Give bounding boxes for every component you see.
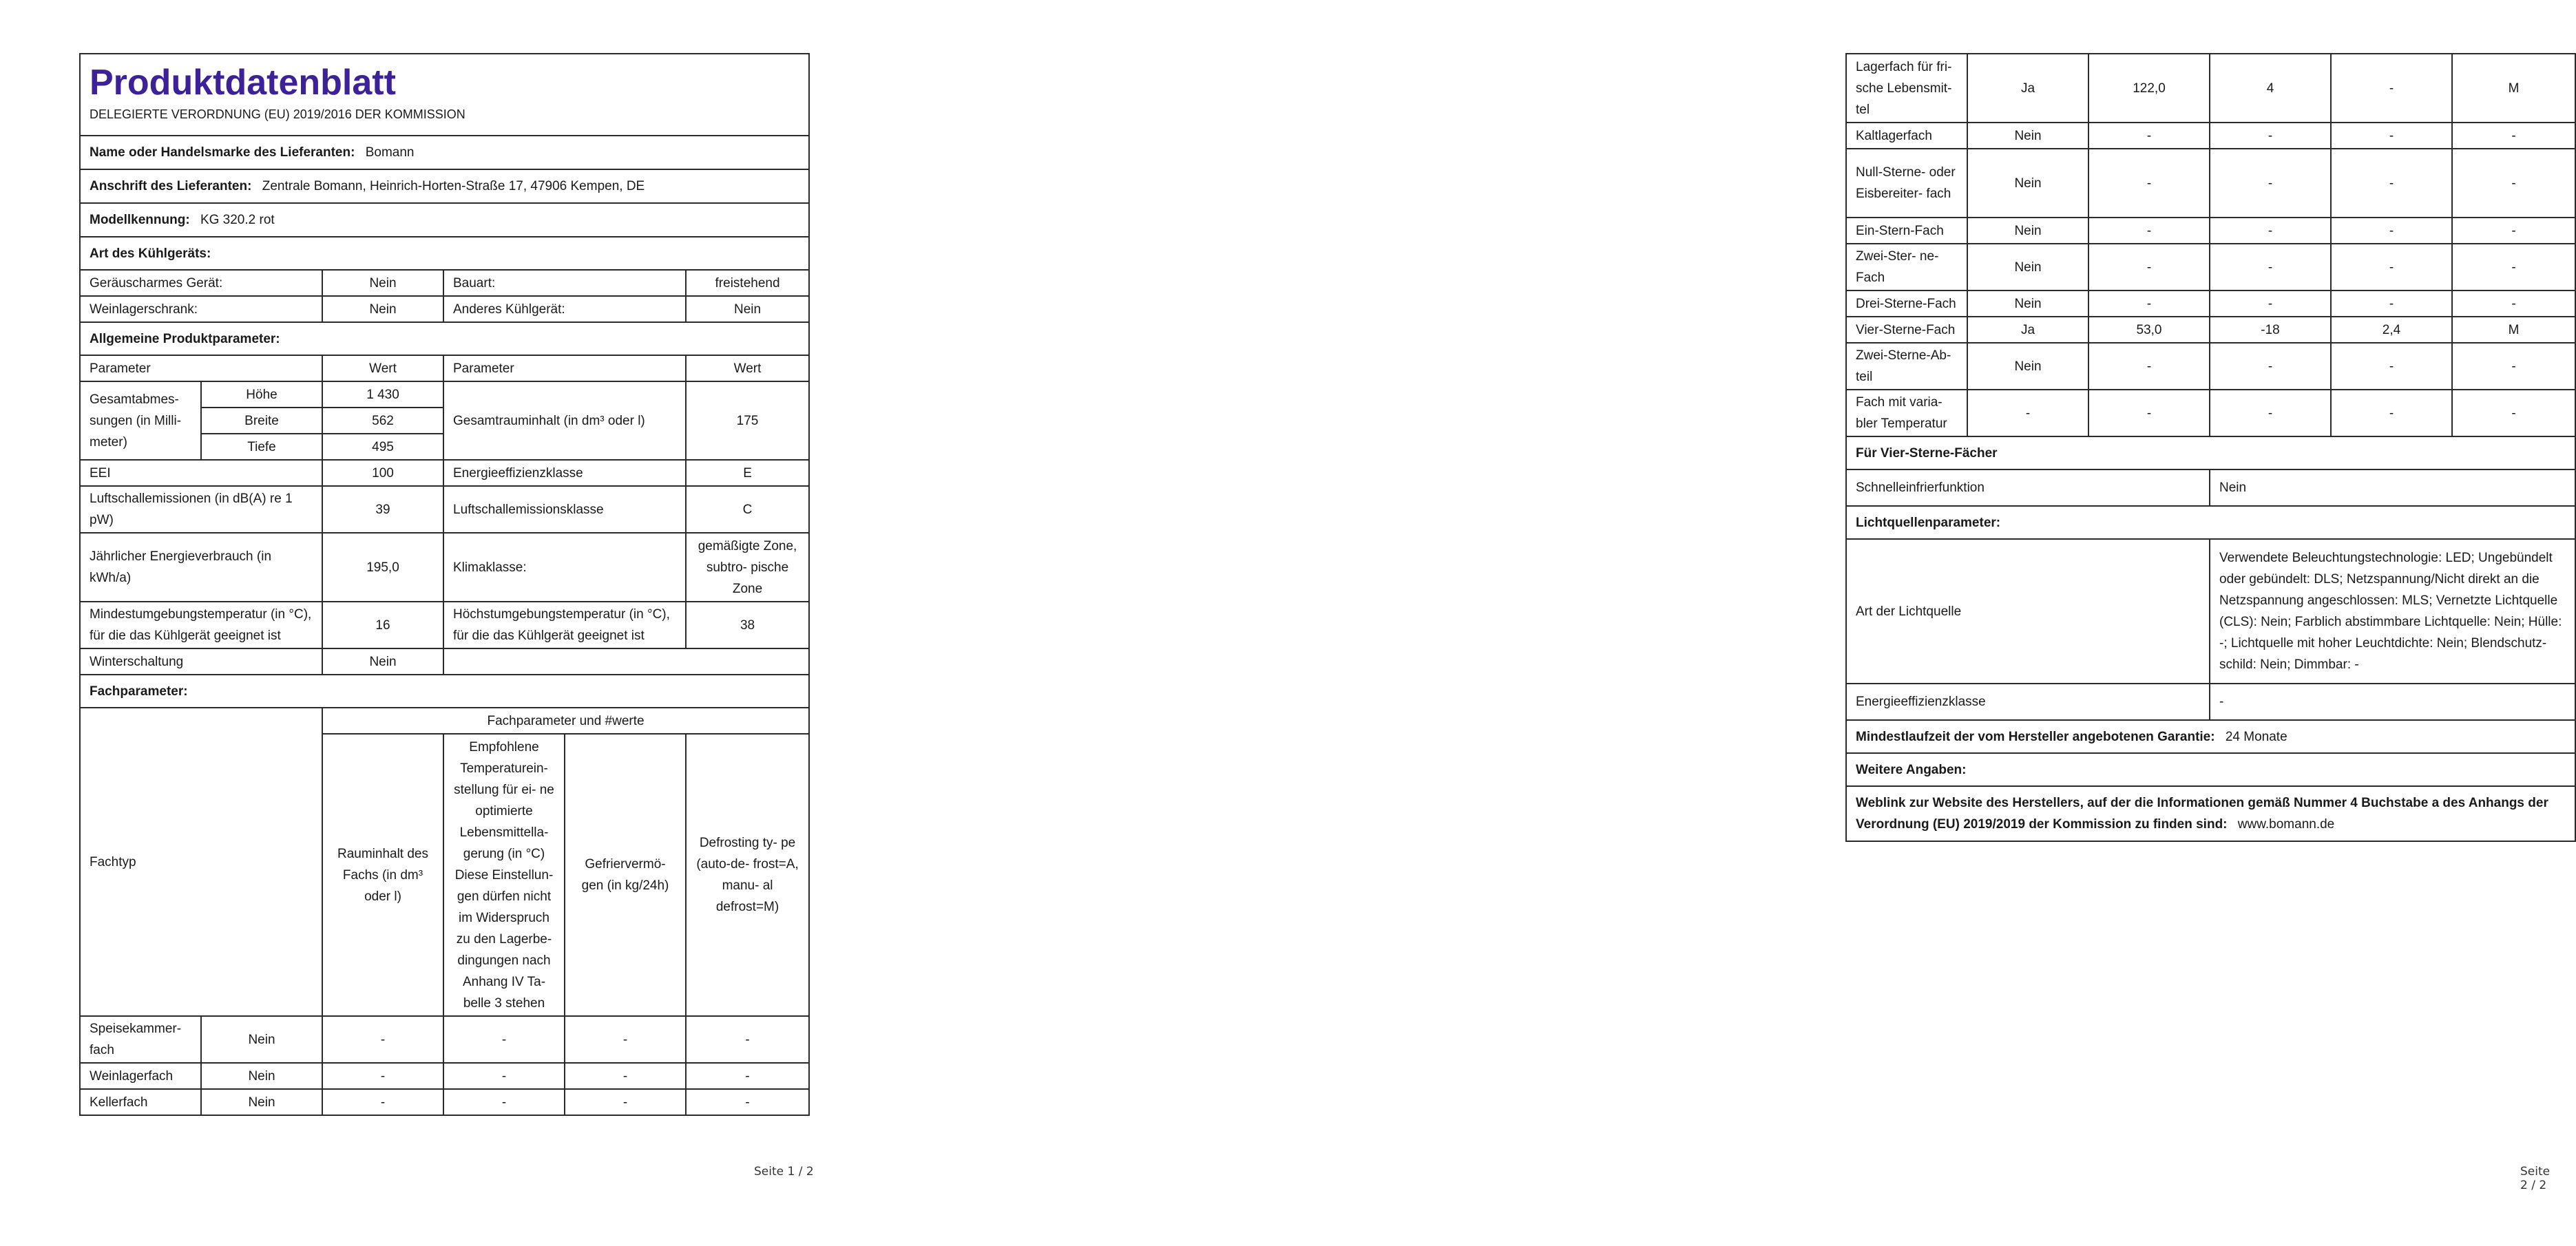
page-2 [881,0,2562,1246]
fach-value: - [686,1063,809,1089]
quick-freeze-label: Schnelleinfrierfunktion [1846,469,2210,506]
param-label: Luftschallemissionen (in dB(A) re 1 pW) [80,486,322,533]
title-cell [80,54,809,136]
fach-present: Nein [1967,149,2088,218]
volume-value: 175 [686,381,809,460]
fach-value: M [2452,54,2575,123]
width-value: 562 [322,408,443,434]
param-label: Klimaklasse: [443,533,686,602]
param-value: gemäßigte Zone, subtro- pische Zone [686,533,809,602]
fach-group-header: Fachparameter und #werte [322,708,809,734]
fach-present: Nein [1967,343,2088,390]
product-data-table-page-2 [1845,53,2576,842]
supplier-value: Bomann [365,145,415,160]
param-value: E [686,460,809,486]
winter-value: Nein [322,648,443,675]
type-value: freistehend [686,270,809,296]
fach-value: -18 [2210,317,2331,343]
fach-col-volume: Rauminhalt des Fachs (in dm³ oder l) [322,734,443,1016]
column-header: Wert [322,355,443,381]
fach-value: - [2088,390,2210,436]
supplier-label: Name oder Handelsmarke des Lieferanten: [90,145,355,160]
fach-value: - [565,1016,686,1063]
type-label: Geräuscharmes Gerät: [80,270,322,296]
param-value: C [686,486,809,533]
type-label: Anderes Kühlgerät: [443,296,686,322]
fach-value: - [565,1063,686,1089]
fach-value: - [443,1089,565,1115]
warranty-value: 24 Monate [2225,729,2287,744]
fach-value: - [2331,244,2452,291]
param-value: 195,0 [322,533,443,602]
fach-value: 53,0 [2088,317,2210,343]
fach-present: Nein [201,1063,322,1089]
fach-value: - [2452,291,2575,317]
fach-value: - [443,1063,565,1089]
fach-name: Weinlagerfach [80,1063,201,1089]
fach-present: Ja [1967,54,2088,123]
fach-value: - [2331,343,2452,390]
fach-value: - [565,1089,686,1115]
fach-value: - [322,1089,443,1115]
type-value: Nein [322,296,443,322]
fach-value: - [686,1016,809,1063]
fach-value: - [443,1016,565,1063]
model-label: Modellkennung: [90,213,190,227]
param-value: 100 [322,460,443,486]
param-label: Luftschallemissionsklasse [443,486,686,533]
fach-value: - [2452,149,2575,218]
fach-value: - [2210,390,2331,436]
fach-present: Nein [201,1016,322,1063]
fach-name: Kaltlagerfach [1846,123,1967,149]
param-label: Jährlicher Energieverbrauch (in kWh/a) [80,533,322,602]
fach-name: Kellerfach [80,1089,201,1115]
height-label: Höhe [201,381,322,408]
fach-name: Speisekammer- fach [80,1016,201,1063]
column-header: Parameter [80,355,322,381]
fach-present: - [1967,390,2088,436]
column-header: Wert [686,355,809,381]
fach-value: M [2452,317,2575,343]
light-heading: Lichtquellenparameter: [1846,506,2575,539]
address-row [80,169,809,203]
width-label: Breite [201,408,322,434]
param-value: 16 [322,602,443,648]
page-1 [0,0,881,1246]
fach-value: - [2210,291,2331,317]
fach-value: - [2210,218,2331,244]
type-value: Nein [322,270,443,296]
fach-heading: Fachparameter: [80,675,809,708]
fach-value: - [2210,123,2331,149]
fach-value: - [2210,343,2331,390]
page-title: Produktdatenblatt [90,62,396,103]
fach-value: - [2088,123,2210,149]
fach-value: - [2331,218,2452,244]
fach-name: Vier-Sterne-Fach [1846,317,1967,343]
model-row [80,203,809,237]
light-type-label: Art der Lichtquelle [1846,539,2210,684]
regulation-text: DELEGIERTE VERORDNUNG (EU) 2019/2016 DER KOMMISSION [90,107,465,121]
param-label: Energieeffizienzklasse [443,460,686,486]
param-value: 38 [686,602,809,648]
type-label: Bauart: [443,270,686,296]
empty-cell [443,648,809,675]
fach-value: - [2088,343,2210,390]
page-number: Seite 1 / 2 [754,1165,814,1179]
param-value: 39 [322,486,443,533]
fach-value: - [2452,218,2575,244]
fach-value: - [322,1063,443,1089]
fach-col-freezing: Gefriervermö- gen (in kg/24h) [565,734,686,1016]
light-class-label: Energieeffizienzklasse [1846,684,2210,720]
dimensions-label: Gesamtabmes- sungen (in Milli- meter) [80,381,201,460]
fach-present: Nein [201,1089,322,1115]
fach-value: 122,0 [2088,54,2210,123]
fach-name: Fach mit varia- bler Temperatur [1846,390,1967,436]
depth-label: Tiefe [201,434,322,460]
fach-value: - [2331,149,2452,218]
fach-value: - [2088,149,2210,218]
fach-present: Nein [1967,291,2088,317]
fach-value: 4 [2210,54,2331,123]
fach-col-temperature: Empfohlene Temperaturein- stellung für ei- ne optimierte Lebensmittella- gerung (in °C) Diese Einstellun- gen dürfen nicht im Widerspruch zu den Lagerbe- dingungen nach Anhang IV Ta- belle 3 stehen [443,734,565,1016]
fach-value: - [2452,390,2575,436]
fach-present: Nein [1967,218,2088,244]
param-label: Mindestumgebungstemperatur (in °C), für die das Kühlgerät geeignet ist [80,602,322,648]
param-label: Höchstumgebungstemperatur (in °C), für die das Kühlgerät geeignet ist [443,602,686,648]
light-class-value: - [2210,684,2575,720]
weblink-row [1846,786,2575,841]
four-star-heading: Für Vier-Sterne-Fächer [1846,436,2575,469]
fach-value: - [2331,123,2452,149]
light-type-value: Verwendete Beleuchtungstechnologie: LED; Ungebündelt oder gebündelt: DLS; Netzspannung/Nicht direkt an die Netzspannung angeschlossen: MLS; Vernetzte Lichtquelle (CLS): Nein; Farblich abstimmbare Lichtquelle: Nein; Hülle: -; Lichtquelle mit hoher Leuchtdichte: Nein; Blendschutz- schild: Nein; Dimmbar: - [2210,539,2575,684]
fach-value: - [2331,54,2452,123]
general-heading: Allgemeine Produktparameter: [80,322,809,355]
type-value: Nein [686,296,809,322]
fach-present: Nein [1967,123,2088,149]
volume-label: Gesamtrauminhalt (in dm³ oder l) [443,381,686,460]
product-data-table-page-1 [79,53,810,1116]
param-label: EEI [80,460,322,486]
fach-present: Nein [1967,244,2088,291]
fach-name: Zwei-Ster- ne-Fach [1846,244,1967,291]
type-label: Weinlagerschrank: [80,296,322,322]
height-value: 1 430 [322,381,443,408]
address-label: Anschrift des Lieferanten: [90,179,252,193]
fach-name: Zwei-Sterne-Ab- teil [1846,343,1967,390]
supplier-row [80,136,809,169]
fach-name: Drei-Sterne-Fach [1846,291,1967,317]
fach-value: - [2452,244,2575,291]
fach-value: - [686,1089,809,1115]
fach-value: - [2210,149,2331,218]
fach-value: - [2088,291,2210,317]
fach-value: - [2452,343,2575,390]
warranty-label: Mindestlaufzeit der vom Hersteller angebotenen Garantie: [1856,729,2215,744]
fach-name: Ein-Stern-Fach [1846,218,1967,244]
address-value: Zentrale Bomann, Heinrich-Horten-Straße 17, 47906 Kempen, DE [262,179,645,193]
warranty-row [1846,720,2575,753]
fach-col-defrost: Defrosting ty- pe (auto-de- frost=A, manu- al defrost=M) [686,734,809,1016]
fach-value: - [2088,218,2210,244]
quick-freeze-value: Nein [2210,469,2575,506]
winter-label: Winterschaltung [80,648,322,675]
fach-value: - [2088,244,2210,291]
fach-name: Null-Sterne- oder Eisbereiter- fach [1846,149,1967,218]
fach-value: - [2210,244,2331,291]
fach-value: - [2331,291,2452,317]
page-number: Seite 2 / 2 [2520,1165,2551,1192]
column-header: Parameter [443,355,686,381]
type-heading: Art des Kühlgeräts: [80,237,809,270]
more-info-heading: Weitere Angaben: [1846,753,2575,786]
fachtyp-header: Fachtyp [80,708,322,1016]
weblink-value[interactable]: www.bomann.de [2237,817,2335,832]
depth-value: 495 [322,434,443,460]
fach-value: 2,4 [2331,317,2452,343]
fach-present: Ja [1967,317,2088,343]
fach-name: Lagerfach für fri- sche Lebensmit- tel [1846,54,1967,123]
fach-value: - [2331,390,2452,436]
weblink-label: Weblink zur Website des Herstellers, auf der die Informationen gemäß Nummer 4 Buchstabe a des Anhangs der Verordnung (EU) 2019/2019 der Kommission zu finden sind: [1856,796,2548,832]
fach-value: - [322,1016,443,1063]
model-value: KG 320.2 rot [200,213,275,227]
fach-value: - [2452,123,2575,149]
